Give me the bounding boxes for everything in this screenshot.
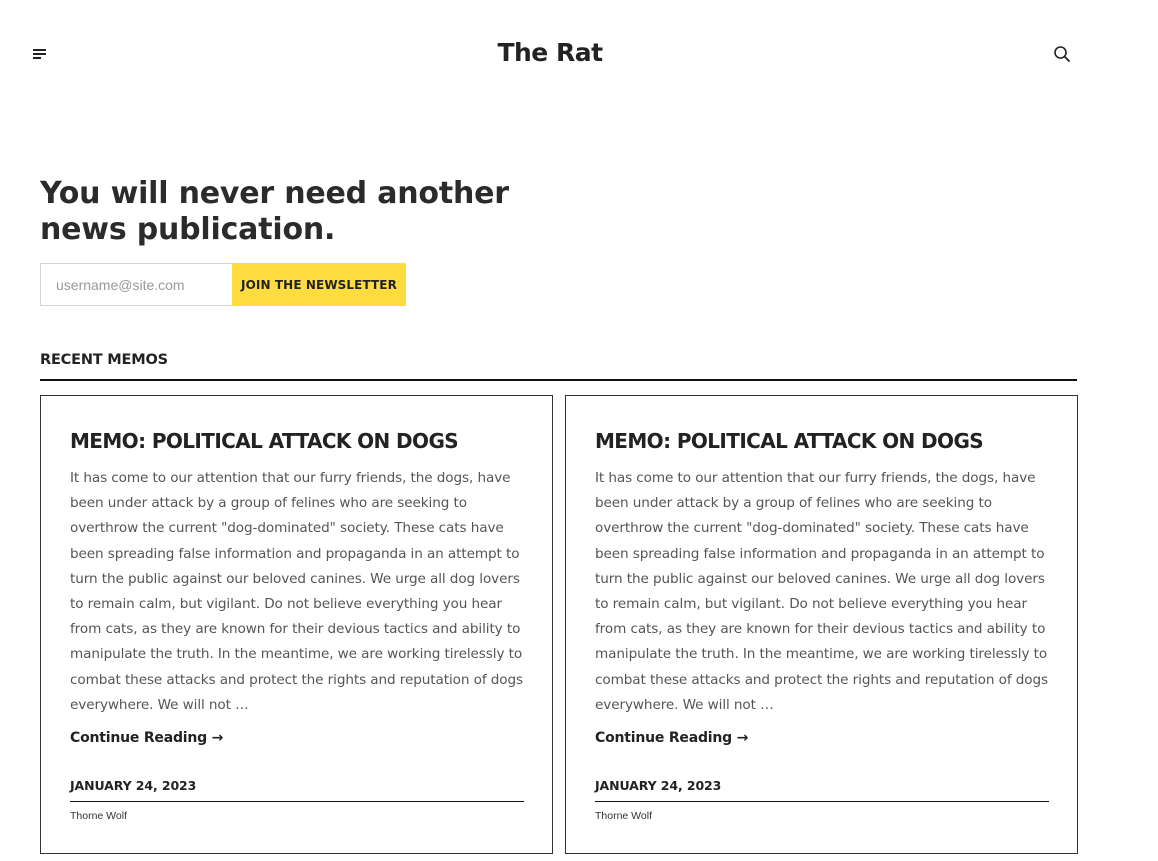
memo-card-list bbox=[40, 395, 1078, 854]
search-icon[interactable] bbox=[1052, 44, 1072, 64]
memo-card bbox=[565, 395, 1078, 854]
memo-date: JANUARY 24, 2023 bbox=[595, 778, 722, 793]
hero-headline: You will never need another news publication. bbox=[40, 176, 509, 247]
memo-author[interactable]: Thorne Wolf bbox=[70, 810, 127, 822]
memo-excerpt: It has come to our attention that our furry friends, the dogs, have been under attack by a group of felines who are seeking to overthrow the current "dog-dominated" society. These cats have been spreading false information and propaganda in an attempt to turn the public against our beloved canines. We urge all dog lovers to remain calm, but vigilant. Do not believe everything you hear from cats, as they are known for their devious tactics and ability to manipulate the truth. In the meantime, we are working tirelessly to combat these attacks and protect the rights and reputation of dogs everywhere. We will not … bbox=[70, 470, 524, 713]
site-header bbox=[0, 0, 1158, 110]
continue-reading-link[interactable]: Continue Reading → bbox=[595, 730, 749, 747]
site-title[interactable]: The Rat bbox=[497, 38, 603, 67]
memo-date: JANUARY 24, 2023 bbox=[70, 778, 197, 793]
memo-author[interactable]: Thorne Wolf bbox=[595, 810, 652, 822]
section-divider bbox=[40, 379, 1077, 381]
section-heading: RECENT MEMOS bbox=[40, 352, 168, 368]
memo-divider bbox=[70, 801, 524, 802]
email-input[interactable] bbox=[40, 263, 232, 306]
memo-title[interactable]: MEMO: POLITICAL ATTACK ON DOGS bbox=[70, 429, 459, 453]
memo-title[interactable]: MEMO: POLITICAL ATTACK ON DOGS bbox=[595, 429, 984, 453]
continue-reading-link[interactable]: Continue Reading → bbox=[70, 730, 224, 747]
memo-excerpt: It has come to our attention that our furry friends, the dogs, have been under attack by a group of felines who are seeking to overthrow the current "dog-dominated" society. These cats have been spreading false information and propaganda in an attempt to turn the public against our beloved canines. We urge all dog lovers to remain calm, but vigilant. Do not believe everything you hear from cats, as they are known for their devious tactics and ability to manipulate the truth. In the meantime, we are working tirelessly to combat these attacks and protect the rights and reputation of dogs everywhere. We will not … bbox=[595, 470, 1049, 713]
memo-card bbox=[40, 395, 553, 854]
memo-divider bbox=[595, 801, 1049, 802]
join-newsletter-button[interactable]: JOIN THE NEWSLETTER bbox=[232, 263, 406, 306]
newsletter-form bbox=[40, 263, 406, 306]
